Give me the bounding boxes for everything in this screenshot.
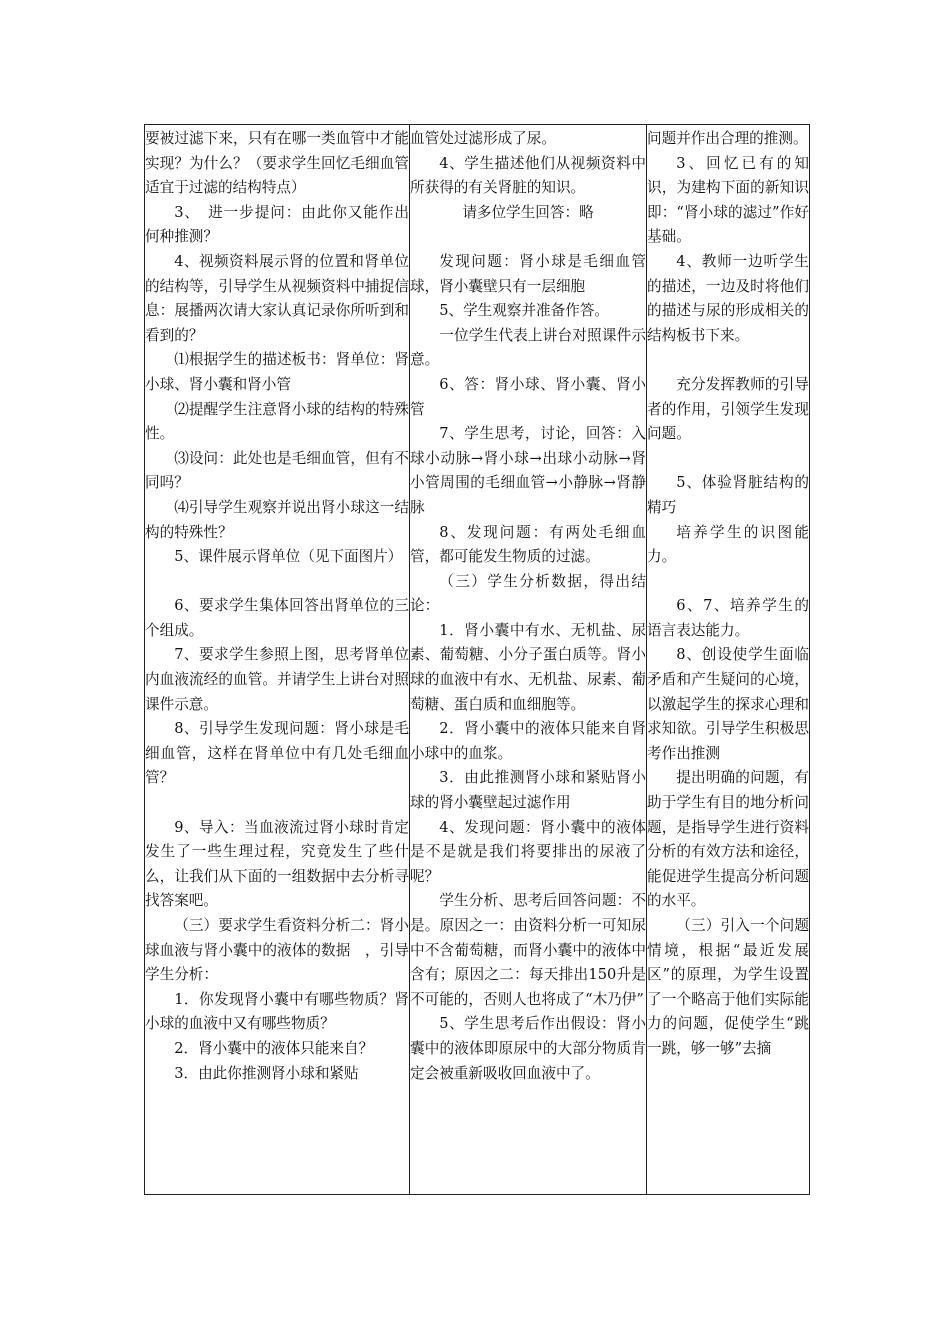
cell-paragraph: 4、发现问题：肾小囊中的液体是不是就是我们将要排出的尿液了呢？ — [410, 818, 646, 885]
cell-paragraph: 血管处过滤形成了尿。 — [410, 130, 556, 147]
cell-paragraph: 学生分析、思考后回答问题：不是。原因之一：由资料分析一可知尿中不含葡萄糖，而肾小囊中的液体中含有；原因之二：每天排出150升是不可能的，否则人也将成了“木乃伊” — [410, 892, 646, 1008]
cell-paragraph: 请多位学生回答：略 — [462, 203, 594, 221]
cell-paragraph: 发现问题：肾小球是毛细血管球，肾小囊壁只有一层细胞 — [410, 252, 646, 295]
cell-paragraph: 4、学生描述他们从视频资料中所获得的有关肾脏的知识。 — [410, 154, 646, 197]
cell-paragraph: 8、创设使学生面临矛盾和产生疑问的心境，以激起学生的探求心理和求知欲。引导学生积极思考作出推测 — [647, 646, 809, 762]
cell-paragraph: 一位学生代表上讲台对照课件示意。 — [410, 326, 646, 369]
cell-paragraph: 4、视频资料展示肾的位置和肾单位的结构等，引导学生从视频资料中捕捉信息：展播两次请大家认真记录你所听到和看到的？ — [145, 252, 409, 344]
cell-paragraph: 6、要求学生集体回答出肾单位的三个组成。 — [145, 597, 409, 639]
cell-paragraph: 6、7、培养学生的语言表达能力。 — [647, 597, 809, 639]
cell-paragraph: 1．你发现肾小囊中有哪些物质？肾小球的血液中又有哪些物质？ — [145, 990, 409, 1033]
cell-paragraph: ⑴根据学生的描述板书：肾单位：肾小球、肾小囊和肾小管 — [145, 351, 409, 393]
cell-paragraph: ⑵提醒学生注意肾小球的结构的特殊性。 — [145, 400, 409, 443]
cell-paragraph: 2．肾小囊中的液体只能来自肾小球中的血浆。 — [410, 720, 646, 762]
cell-paragraph — [647, 348, 809, 373]
lesson-plan-table — [144, 124, 810, 1195]
cell-paragraph: 要被过滤下来，只有在哪一类血管中才能实现？为什么？（要求学生回忆毛细血管适宜于过滤的结构特点） — [145, 130, 409, 197]
cell-paragraph: 4、教师一边听学生的描述，一边及时将他们的描述与尿的形成相关的结构板书下来。 — [647, 252, 809, 344]
cell-paragraph: 5、学生观察并准备作答。 — [439, 302, 610, 320]
cell-paragraph: 2．肾小囊中的液体只能来自？ — [174, 1039, 374, 1057]
cell-paragraph: 3、 进一步提问：由此你又能作出何种推测？ — [145, 203, 409, 246]
cell-paragraph: 3．由此你推测肾小球和紧贴 — [174, 1064, 359, 1082]
cell-paragraph: 5、课件展示肾单位（见下面图片） — [174, 548, 403, 566]
cell-paragraph: 1．肾小囊中有水、无机盐、尿素、葡萄糖、小分子蛋白质等。肾小球的血液中有水、无机盐、尿素、葡萄糖、蛋白质和血细胞等。 — [410, 621, 646, 713]
cell-paragraph: ⑷引导学生观察并说出肾小球这一结构的特殊性？ — [145, 498, 409, 541]
teacher-activity-column — [145, 125, 410, 1194]
cell-paragraph: （三）学生分析数据，得出结论： — [410, 572, 646, 615]
cell-paragraph: 5、学生思考后作出假设：肾小囊中的液体即原尿中的大部分物质肯定会被重新吸收回血液中了。 — [410, 1015, 646, 1082]
design-intent-column — [647, 125, 809, 1194]
cell-paragraph — [647, 447, 809, 472]
cell-paragraph: 9、导入：当血液流过肾小球时肯定发生了一些生理过程，究竟发生了些什么，让我们从下面的一组数据中去分析寻找答案吧。 — [145, 818, 409, 910]
cell-paragraph: （三）要求学生看资料分析二：肾小球血液与肾小囊中的液体的数据 ，引导学生分析： — [145, 917, 409, 984]
cell-paragraph — [410, 225, 646, 250]
cell-paragraph: 7、学生思考，讨论，回答：入球小动脉→肾小球→出球小动脉→肾小管周围的毛细血管→小静脉→肾静脉 — [410, 425, 646, 516]
cell-paragraph: 7、要求学生参照上图，思考肾单位内血液流经的血管。并请学生上讲台对照课件示意。 — [145, 646, 409, 713]
cell-paragraph — [145, 791, 409, 816]
cell-paragraph: （三）引入一个问题情境，根据“最近发展区”的原理，为学生设置了一个略高于他们实际能力的问题，促使学生“跳一跳，够一够”去摘 — [647, 917, 809, 1057]
cell-paragraph: 充分发挥教师的引导者的作用，引领学生发现问题。 — [647, 375, 809, 443]
student-activity-column — [410, 125, 647, 1194]
cell-paragraph — [647, 570, 809, 595]
cell-paragraph: 3．由此推测肾小球和紧贴肾小球的肾小囊壁起过滤作用 — [410, 769, 646, 812]
cell-paragraph: 问题并作出合理的推测。 — [647, 130, 808, 147]
cell-paragraph: ⑶设问：此处也是毛细血管，但有不同吗？ — [145, 449, 409, 492]
cell-paragraph: 3、回忆已有的知识，为建构下面的新知识即：“肾小球的滤过”作好基础。 — [647, 154, 809, 246]
cell-paragraph: 提出明确的问题，有助于学生有目的地分析问题，是指导学生进行资料分析的有效方法和途径，能促进学生提高分析问题的水平。 — [647, 769, 809, 910]
cell-paragraph: 6、答：肾小球、肾小囊、肾小管 — [410, 375, 646, 418]
cell-paragraph: 5、体验肾脏结构的精巧 — [647, 474, 809, 516]
cell-paragraph — [145, 570, 409, 595]
cell-paragraph: 8、引导学生发现问题：肾小球是毛细血管，这样在肾单位中有几处毛细血管？ — [145, 720, 409, 787]
cell-paragraph: 培养学生的识图能力。 — [647, 523, 809, 566]
cell-paragraph: 8、发现问题：有两处毛细血管，都可能发生物质的过滤。 — [410, 523, 646, 566]
